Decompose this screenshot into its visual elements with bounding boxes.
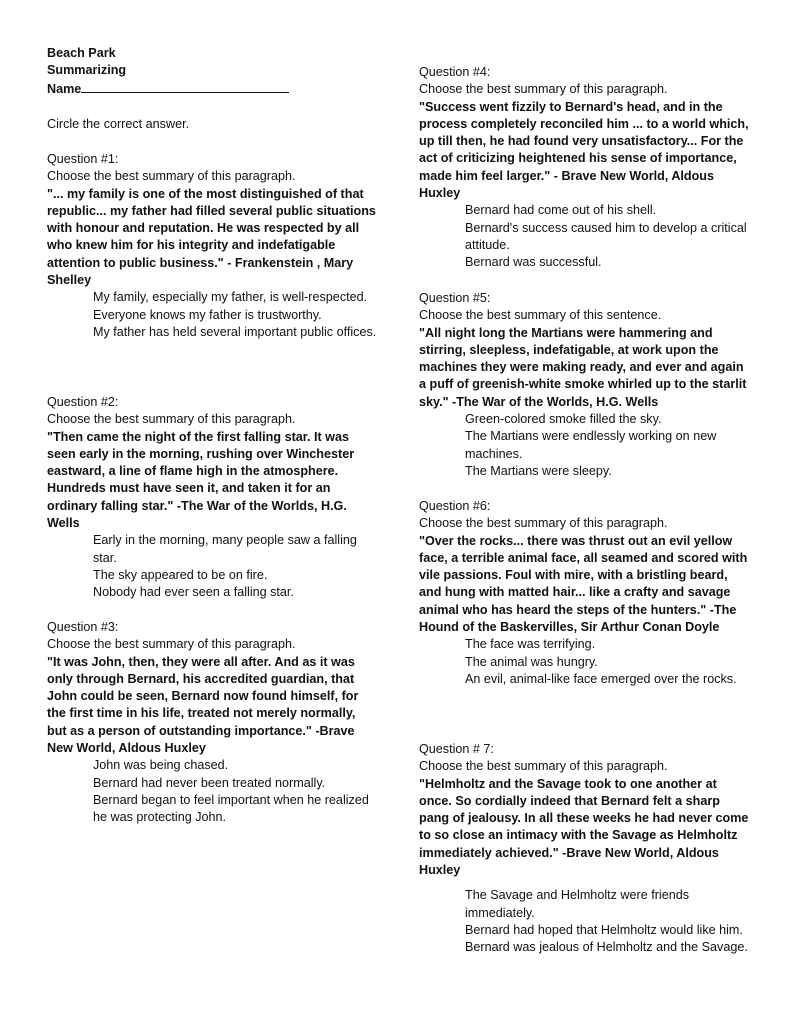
question-passage: "It was John, then, they were all after. And as it was only through Bernard, his accredited guardian, that John could be seen, Bernard now found himself, for the first time in his life, treated not merely normally, but as a person of outstanding importance." -Brave New World, Aldous Huxley — [47, 654, 359, 756]
question-7 — [419, 741, 753, 957]
question-prompt: Choose the best summary of this paragraph. — [419, 516, 668, 531]
question-label: Question #6: — [419, 499, 491, 513]
question-3 — [47, 619, 377, 827]
question-2 — [47, 394, 377, 602]
question-passage: "Over the rocks... there was thrust out an evil yellow face, a terrible animal face, all seamed and scored with vile passions. Foul with mire, with a bristling beard, and hung with matted hair... like a crafty and savage animal who has heard the steps of the hunters." -The Hound of the Baskervilles, Sir Arthur Conan Doyle — [419, 533, 748, 635]
question-prompt: Choose the best summary of this paragraph. — [419, 759, 668, 774]
instruction-text: Circle the correct answer. — [47, 117, 190, 131]
question-label: Question #3: — [47, 620, 119, 634]
question-4 — [419, 64, 753, 272]
answer-choice[interactable]: The animal was hungry. — [465, 654, 598, 669]
answer-choice[interactable]: Bernard was successful. — [465, 255, 602, 270]
question-passage: "... my family is one of the most distinguished of that republic... my father had filled several public situations with honour and reputation. He was respected by all who knew him for his integrity and indefatigable attention to public business." - Frankenstein , Mary Shelley — [47, 186, 376, 288]
name-line — [47, 80, 379, 98]
question-prompt: Choose the best summary of this paragraph. — [47, 637, 296, 652]
answer-choice[interactable]: Early in the morning, many people saw a falling star. — [93, 533, 357, 565]
answer-choice[interactable]: Bernard had never been treated normally. — [93, 775, 326, 790]
question-prompt: Choose the best summary of this paragraph. — [419, 82, 668, 97]
answer-choices — [419, 411, 753, 480]
question-passage: "Then came the night of the first falling star. It was seen early in the morning, rushing over Winchester eastward, a line of flame high in the atmosphere. Hundreds must have seen it, and taken it for an ordinary falling star." -The War of the Worlds, H.G. Wells — [47, 429, 355, 531]
answer-choice[interactable]: The face was terrifying. — [465, 637, 596, 652]
answer-choice[interactable]: The sky appeared to be on fire. — [93, 567, 268, 582]
question-passage: "All night long the Martians were hammering and stirring, sleepless, indefatigable, at work upon the machines they were making ready, and ever and again a puff of greenish-white smoke whirled up to the starlit sky." -The War of the Worlds, H.G. Wells — [419, 325, 747, 409]
answer-choice[interactable]: Bernard began to feel important when he realized he was protecting John. — [93, 792, 369, 825]
question-label: Question #1: — [47, 152, 119, 166]
question-label: Question #5: — [419, 291, 491, 305]
question-prompt: Choose the best summary of this paragraph. — [47, 412, 296, 427]
question-passage: "Success went fizzily to Bernard's head, and in the process completely reconciled him ... to a world which, up till then, he had found very unsatisfactory... For the act of criticizing heightened his sense of importance, made him feel larger." - Brave New World, Aldous Huxley — [419, 99, 749, 201]
answer-choices — [419, 887, 753, 956]
question-prompt: Choose the best summary of this paragraph. — [47, 169, 296, 184]
question-5 — [419, 290, 753, 480]
answer-choice[interactable]: Green-colored smoke filled the sky. — [465, 412, 662, 427]
answer-choice[interactable]: The Martians were endlessly working on new machines. — [465, 429, 717, 461]
answer-choice[interactable]: Bernard had come out of his shell. — [465, 203, 657, 218]
answer-choices — [419, 636, 753, 688]
question-passage: "Helmholtz and the Savage took to one another at once. So cordially indeed that Bernard felt a sharp pang of jealousy. In all these weeks he had never come to so close an intimacy with the Savage as Helmholtz immediately achieved." -Brave New World, Aldous Huxley — [419, 776, 749, 878]
answer-choice[interactable]: Bernard was jealous of Helmholtz and the Savage. — [465, 940, 748, 955]
question-6 — [419, 498, 753, 688]
answer-choice[interactable]: Bernard had hoped that Helmholtz would like him. — [465, 922, 743, 937]
question-prompt: Choose the best summary of this sentence. — [419, 308, 662, 323]
question-label: Question #4: — [419, 65, 491, 79]
answer-choice[interactable]: An evil, animal-like face emerged over the rocks. — [465, 671, 737, 686]
answer-choices — [47, 532, 377, 601]
worksheet-header — [47, 45, 379, 98]
question-label: Question #2: — [47, 395, 119, 409]
name-label: Name — [47, 81, 82, 96]
answer-choice[interactable]: Bernard's success caused him to develop a critical attitude. — [465, 220, 747, 252]
question-label: Question # 7: — [419, 742, 494, 756]
answer-choice[interactable]: My family, especially my father, is well-respected. — [93, 290, 368, 305]
answer-choices — [419, 202, 753, 271]
answer-choices — [47, 289, 377, 341]
name-blank — [81, 80, 289, 93]
answer-choice[interactable]: My father has held several important public offices. — [93, 324, 377, 339]
answer-choices — [47, 757, 377, 826]
answer-choice[interactable]: The Savage and Helmholtz were friends immediately. — [465, 888, 690, 920]
answer-choice[interactable]: Everyone knows my father is trustworthy. — [93, 307, 322, 322]
worksheet-title: Summarizing — [47, 63, 127, 78]
answer-choice[interactable]: The Martians were sleepy. — [465, 463, 612, 478]
question-1 — [47, 151, 377, 341]
answer-choice[interactable]: John was being chased. — [93, 758, 229, 773]
answer-choice[interactable]: Nobody had ever seen a falling star. — [93, 585, 294, 600]
school-name: Beach Park — [47, 46, 116, 60]
